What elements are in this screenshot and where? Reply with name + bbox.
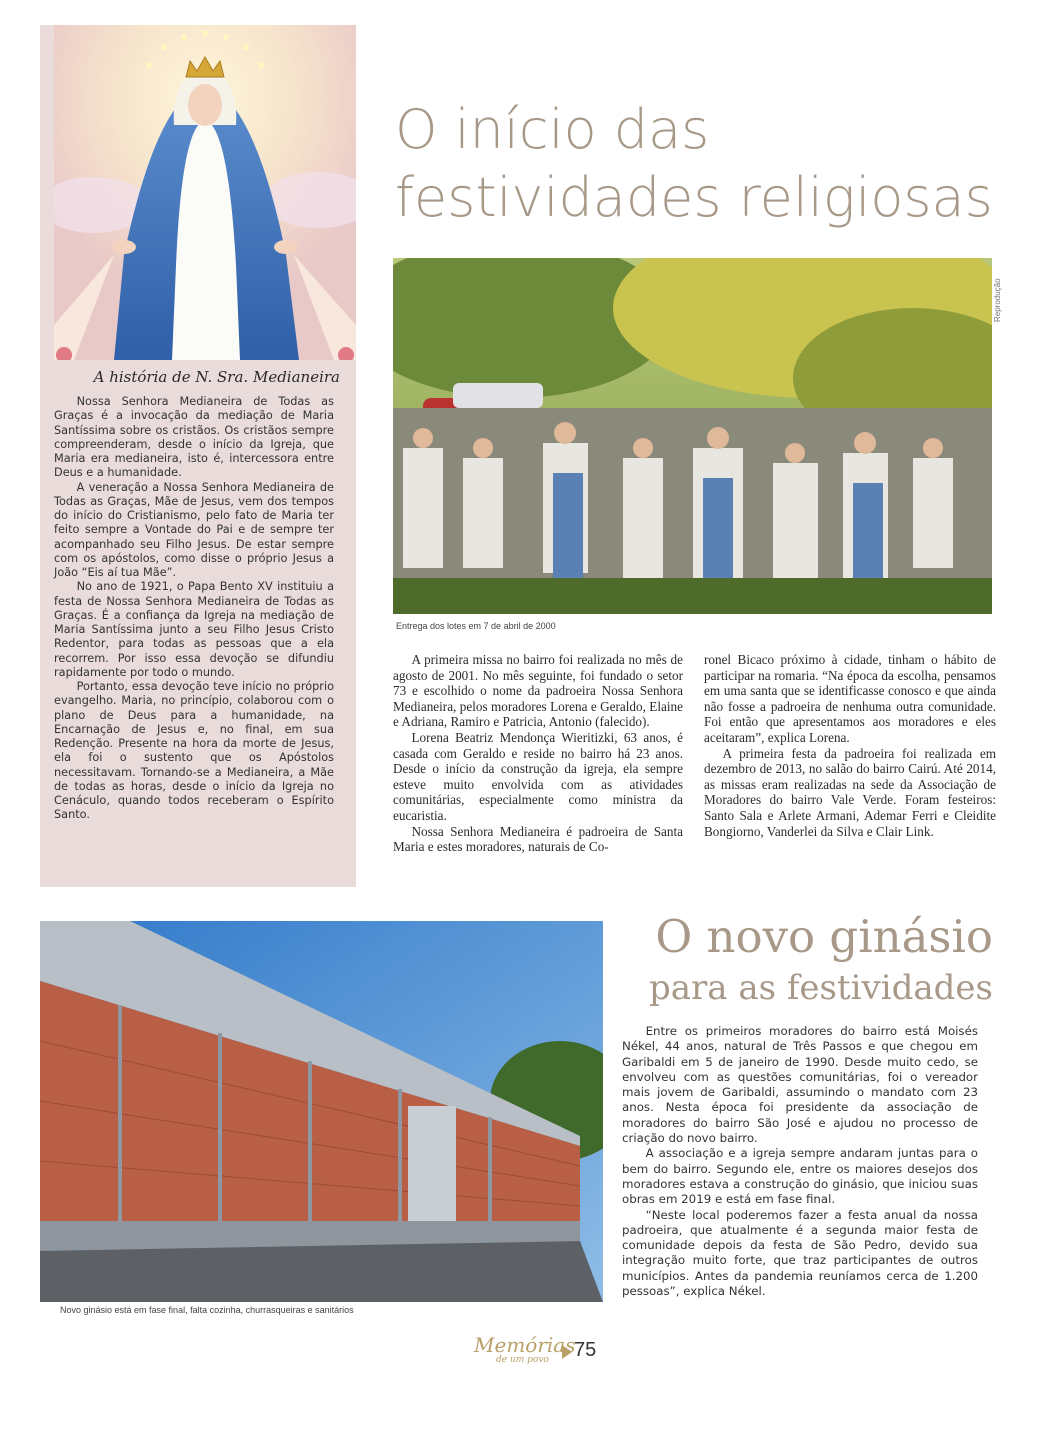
- page-footer: [474, 1333, 604, 1373]
- sidebar-box: [40, 25, 356, 887]
- article1-column-right: [704, 652, 996, 839]
- publication-logo: Memórias: [474, 1333, 576, 1357]
- article-paragraph: Lorena Beatriz Mendonça Wieritizki, 63 anos, é casada com Geraldo e reside no bairro há 23 anos. Desde o início da construção da igreja, ela sempre esteve muito envolvida com as atividades comunitárias, especialmente como ministra da eucaristia.: [393, 729, 683, 823]
- crowd-photo: [393, 258, 992, 614]
- article-paragraph: Entre os primeiros moradores do bairro está Moisés Nékel, 44 anos, natural de Três Passos e que chegou em Garibaldi em 5 de janeiro de 1990. Desde muito cedo, se envolveu com as questões comunitárias, foi o vereador mais jovem de Garibaldi, assumindo o mandato com 23 anos. Nesta época foi presidente da associação de moradores do bairro São José e ajudou no processo de criação do novo bairro.: [622, 1024, 978, 1146]
- sidebar-body: [54, 395, 334, 823]
- headline-line: festividades religiosas: [395, 166, 993, 229]
- article-paragraph: A primeira missa no bairro foi realizada no mês de agosto de 2001. No mês seguinte, foi fundado o setor 73 e escolhido o nome da padroeira Nossa Senhora Medianeira, pelos moradores Lorena e Geraldo, Elaine e Adriana, Ramiro e Patricia, Antonio (falecido).: [393, 652, 683, 730]
- article-paragraph: Nossa Senhora Medianeira é padroeira de Santa Maria e estes moradores, naturais de Co-: [393, 823, 683, 855]
- sidebar-title: A história de N. Sra. Medianeira: [93, 368, 340, 386]
- article-paragraph: A associação e a igreja sempre andaram juntas para o bem do bairro. Segundo ele, entre os maiores desejos dos moradores estava a construção do ginásio, que iniciou suas obras em 2019 e está em fase final.: [622, 1146, 978, 1207]
- headline-line: O início das: [395, 98, 710, 161]
- article-paragraph: “Neste local poderemos fazer a festa anual da nossa padroeira, que atualmente é a segunda maior festa de comunidade depois da festa de São Pedro, devido sua integração muito forte, que traz participantes de outros municípios. Antes da pandemia reuníamos cerca de 1.200 pessoas”, explica Nékel.: [622, 1207, 978, 1299]
- article-paragraph: A primeira festa da padroeira foi realizada em dezembro de 2013, no salão do bairro Cairú. Até 2014, as missas eram realizadas na sede da Associação de Moradores do bairro Vale Verde. Foram festeiros: Santo Sala e Arlete Armani, Ademar Ferri e Cleidite Bongiorno, Vanderlei da Silva e Clair Link.: [704, 745, 996, 839]
- sidebar-paragraph: Nossa Senhora Medianeira de Todas as Graças é a invocação da mediação de Maria Santíssima sobre os cristãos. Os cristãos sempre compreenderam, desde o início da Igreja, que Maria era medianeira, isto é, intercessora entre Deus e a humanidade.: [54, 395, 334, 480]
- article2-body: [622, 1024, 978, 1299]
- photo-caption: Entrega dos lotes em 7 de abril de 2000: [396, 621, 556, 631]
- photo-credit: Reprodução: [993, 278, 1002, 322]
- sidebar-paragraph: Portanto, essa devoção teve início no próprio evangelho. Maria, no princípio, colaborou com o plano de Deus para a humanidade, na Encarnação de Jesus e, no final, em sua Redenção. Presente na hora da morte de Jesus, ela foi o sustento que os Apóstolos necessitavam. Tornando-se a Medianeira, a Mãe de todas as horas, desde o início da Igreja no Cenáculo, quando todos receberam o Espírito Santo.: [54, 680, 334, 822]
- article1-headline: [395, 96, 1015, 232]
- publication-logo-subtitle: de um povo: [496, 1355, 549, 1365]
- article-paragraph: ronel Bicaco próximo à cidade, tinham o hábito de participar na romaria. “Na época da escolha, pensamos em uma santa que se identificasse conosco e que ainda não fosse a padroeira de nenhuma outra comunidade. Foi então que apresentamos aos moradores e eles aceitaram”, explica Lorena.: [704, 652, 996, 745]
- headline-subline: para as festividades: [648, 968, 993, 1008]
- sidebar-paragraph: No ano de 1921, o Papa Bento XV instituiu a festa de Nossa Senhora Medianeira de Todas as Graças. É a confiança da Igreja na mediação de Maria Santíssima junto a seu Filho Jesus Cristo Redentor, para todas as pessoas que a ela recorrem. Por isso essa devoção se difundiu rapidamente por todo o mundo.: [54, 580, 334, 679]
- page-number: 75: [574, 1339, 597, 1361]
- sidebar-paragraph: A veneração a Nossa Senhora Medianeira de Todas as Graças, Mãe de Jesus, vem dos tempos do início do Cristianismo, pelo fato de Maria ter feito sempre a Vontade do Pai e de sempre ter acompanhado seu Filho Jesus. De estar sempre com os apóstolos, como disse o próprio Jesus a João “Eis aí tua Mãe”.: [54, 480, 334, 579]
- article2-headline: [649, 908, 993, 1010]
- arrow-right-icon: [562, 1345, 572, 1359]
- headline-line: O novo ginásio: [655, 910, 993, 963]
- photo-caption: Novo ginásio está em fase final, falta cozinha, churrasqueiras e sanitários: [60, 1305, 354, 1315]
- our-lady-mediatrix-image: [54, 25, 356, 360]
- article1-column-left: [393, 652, 683, 855]
- gym-building-photo: [40, 921, 603, 1302]
